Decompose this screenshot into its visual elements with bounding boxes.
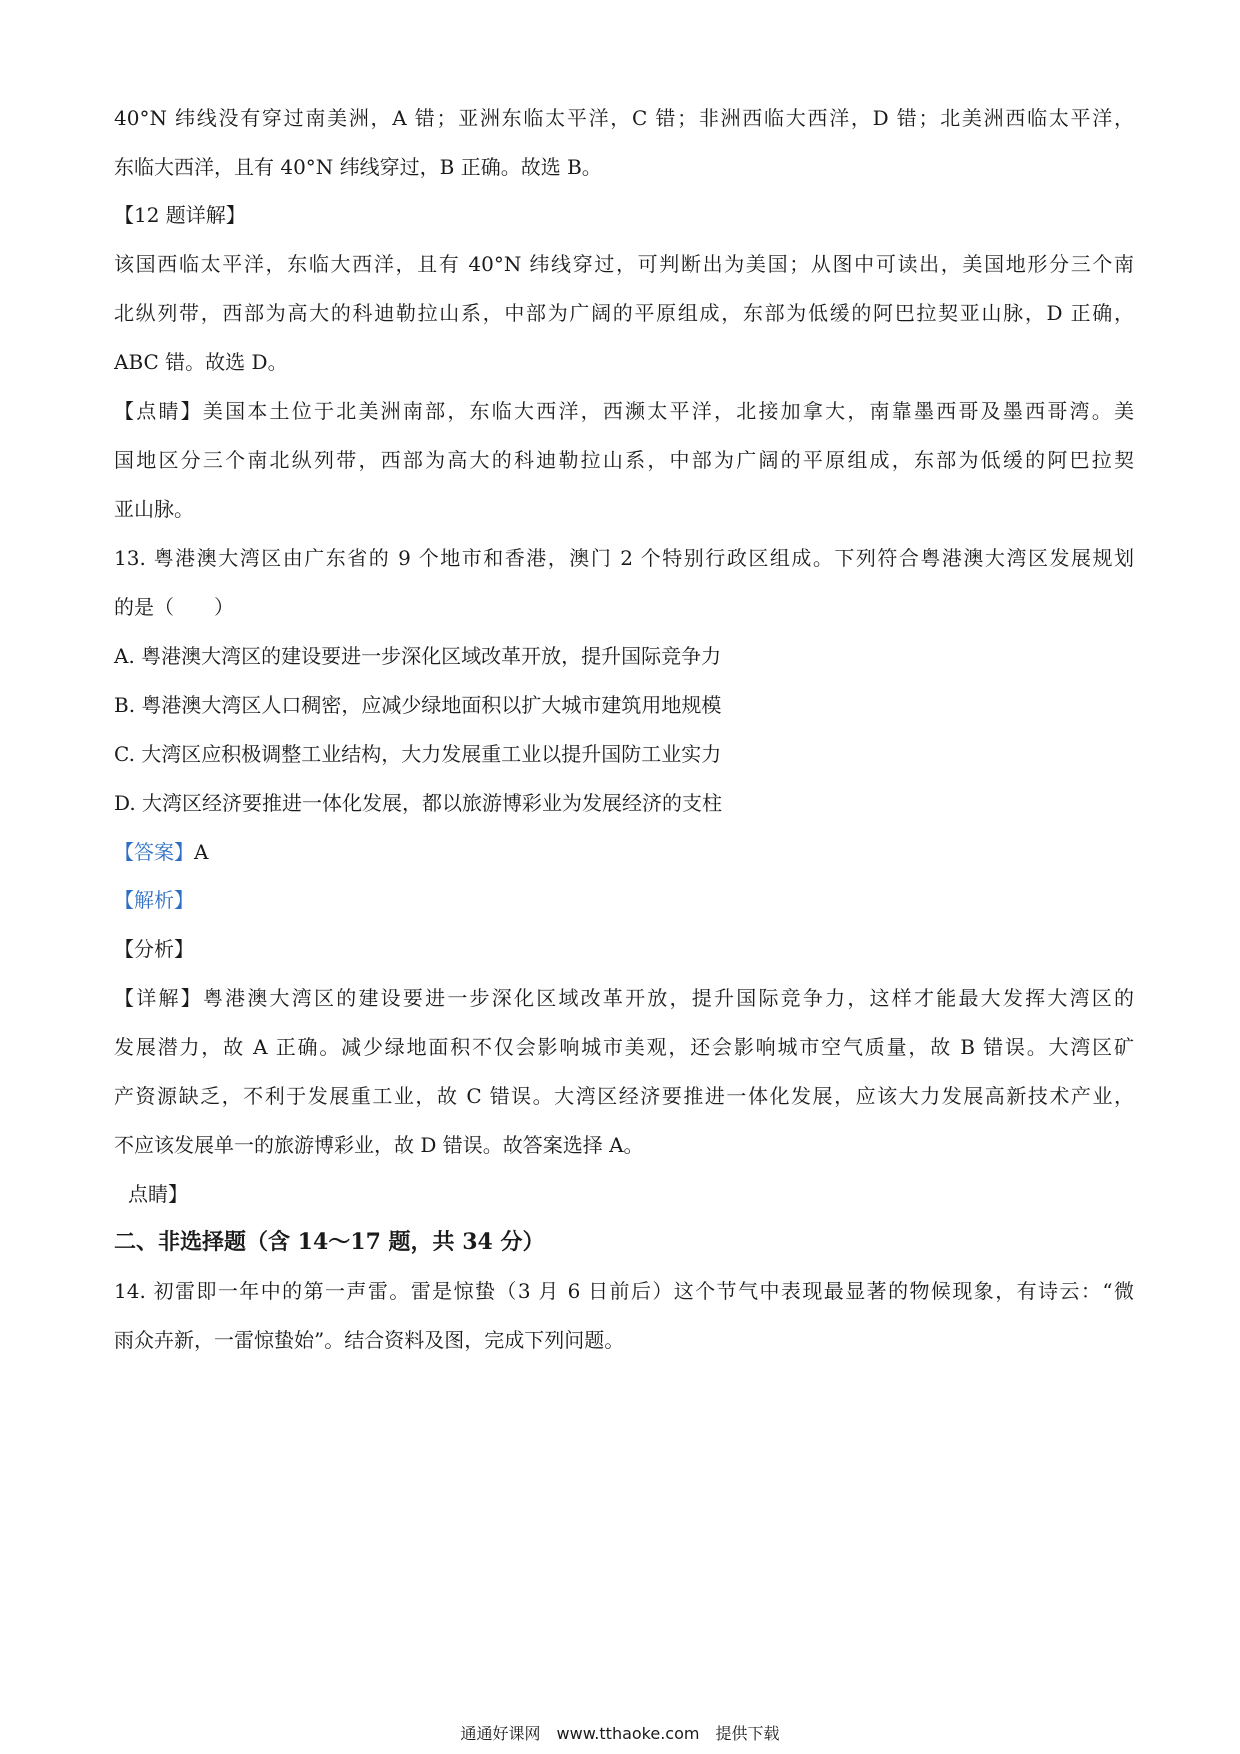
text-line: 点睛】 (128, 1182, 188, 1206)
text-line: 40°N 纬线没有穿过南美洲，A 错；亚洲东临太平洋，C 错；非洲西临大西洋，D 错；北美洲西临太平洋， (114, 106, 1134, 130)
analysis-sublabel: 【分析】 (114, 937, 194, 961)
text-line: 亚山脉。 (114, 497, 194, 521)
text-line: 不应该发展单一的旅游博彩业，故 D 错误。故答案选择 A。 (114, 1133, 644, 1157)
section-heading: 二、非选择题（含 14～17 题，共 34 分） (114, 1229, 545, 1255)
question-stem: 的是（ ） (114, 595, 234, 619)
text-line: 【详解】粤港澳大湾区的建设要进一步深化区域改革开放，提升国际竞争力，这样才能最大发挥大湾区的 (114, 986, 1134, 1010)
answer-label: 【答案】 (114, 840, 194, 864)
question-stem: 13. 粤港澳大湾区由广东省的 9 个地市和香港，澳门 2 个特别行政区组成。下列符合粤港澳大湾区发展规划 (114, 546, 1134, 570)
page-footer: 通通好课网 www.tthaoke.com 提供下载 (460, 1724, 780, 1743)
text-line: 北纵列带，西部为高大的科迪勒拉山系，中部为广阔的平原组成，东部为低缓的阿巴拉契亚山脉，D 正确， (114, 301, 1134, 325)
text-line: 【点睛】美国本土位于北美洲南部，东临大西洋，西濒太平洋，北接加拿大，南靠墨西哥及墨西哥湾。美 (114, 399, 1134, 423)
analysis-label: 【解析】 (114, 888, 194, 912)
option-c: C. 大湾区应积极调整工业结构，大力发展重工业以提升国防工业实力 (114, 742, 722, 766)
answer-line (114, 837, 1134, 867)
text-line: 国地区分三个南北纵列带，西部为高大的科迪勒拉山系，中部为广阔的平原组成，东部为低缓的阿巴拉契 (114, 448, 1134, 472)
text-line: 产资源缺乏，不利于发展重工业，故 C 错误。大湾区经济要推进一体化发展，应该大力发展高新技术产业， (114, 1084, 1134, 1108)
answer-value: A (194, 840, 209, 864)
text-line: 发展潜力，故 A 正确。减少绿地面积不仅会影响城市美观，还会影响城市空气质量，故 B 错误。大湾区矿 (114, 1035, 1134, 1059)
text-line: 该国西临太平洋，东临大西洋，且有 40°N 纬线穿过，可判断出为美国；从图中可读出，美国地形分三个南 (114, 252, 1134, 276)
subsection-label: 【12 题详解】 (114, 203, 246, 227)
option-d: D. 大湾区经济要推进一体化发展，都以旅游博彩业为发展经济的支柱 (114, 791, 723, 815)
option-b: B. 粤港澳大湾区人口稠密，应减少绿地面积以扩大城市建筑用地规模 (114, 693, 722, 717)
question-stem: 14. 初雷即一年中的第一声雷。雷是惊蛰（3 月 6 日前后）这个节气中表现最显著的物候现象，有诗云：“微 (114, 1279, 1134, 1303)
text-line: 东临大西洋，且有 40°N 纬线穿过，B 正确。故选 B。 (114, 155, 602, 179)
text-line: ABC 错。故选 D。 (114, 350, 288, 374)
option-a: A. 粤港澳大湾区的建设要进一步深化区域改革开放，提升国际竞争力 (114, 644, 722, 668)
question-stem: 雨众卉新，一雷惊蛰始”。结合资料及图，完成下列问题。 (114, 1328, 625, 1352)
